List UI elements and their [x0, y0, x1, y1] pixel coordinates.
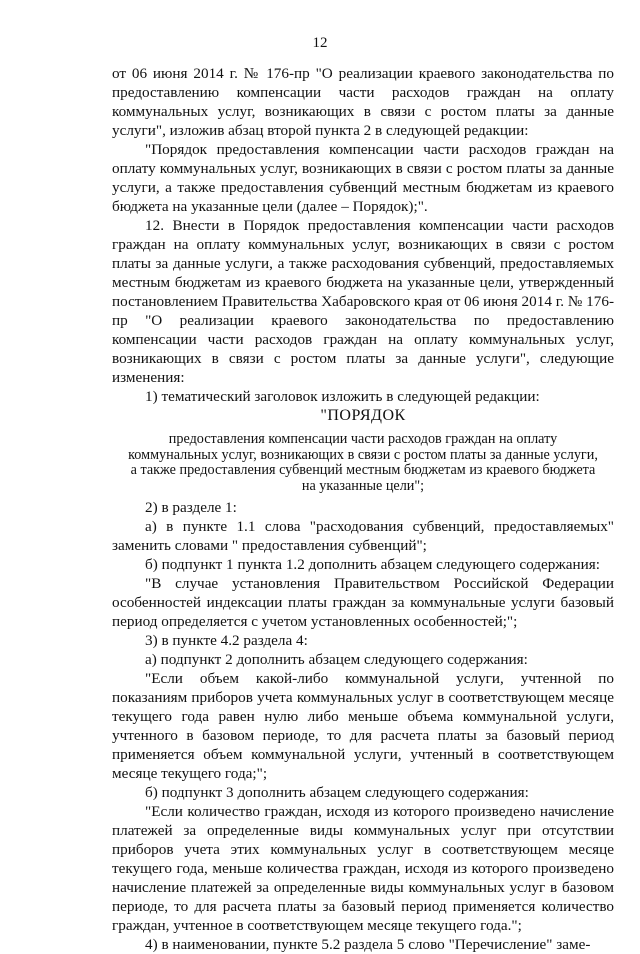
- list-item: а) в пункте 1.1 слова "расходования субвенций, предоставляемых" заменить словами " предоставления субвенций";: [112, 518, 614, 554]
- heading-line: а также предоставления субвенций местным бюджетам из краевого бюджета: [130, 462, 596, 478]
- list-item: 4) в наименовании, пункте 5.2 раздела 5 слово "Перечисление" заме-: [145, 936, 591, 953]
- document-body: [112, 64, 614, 954]
- heading-line: коммунальных услуг, возникающих в связи с ростом платы за данные услуги,: [128, 446, 598, 463]
- list-item: "Если количество граждан, исходя из которого произведено начисление платежей за определенные виды коммунальных услуг при отсутствии приборов учета этих коммунальных услуг в соответствующем месяце текущего года, меньше количества граждан, исходя из которого произведено начисление платежей за определенные виды коммунальных услуг в базовом периоде, то для расчета платы за базовый период применяется количество граждан, учтенное в соответствующем месяце текущего года.";: [112, 803, 614, 934]
- heading-line: на указанные цели";: [301, 477, 425, 494]
- list-item: 2) в разделе 1:: [145, 499, 237, 516]
- paragraph-subitem-1: 1) тематический заголовок изложить в следующей редакции:: [145, 388, 540, 405]
- list-item: 3) в пункте 4.2 раздела 4:: [145, 632, 308, 649]
- list-item: б) подпункт 1 пункта 1.2 дополнить абзацем следующего содержания:: [145, 556, 600, 573]
- list-item: "В случае установления Правительством Российской Федерации особенностей индексации платы граждан за коммунальные услуги базовый период определяется с учетом установленных особенностей;";: [112, 575, 614, 630]
- page-number: 12: [312, 35, 328, 51]
- paragraph-continuation: от 06 июня 2014 г. № 176-пр "О реализации краевого законодательства по предоставлению компенсации части расходов граждан на оплату коммунальных услуг, возникающих в связи с ростом платы за данные услуги", изложив абзац второй пункта 2 в следующей редакции:: [112, 65, 614, 139]
- paragraph-quoted-abzac: "Порядок предоставления компенсации части расходов граждан на оплату коммунальных услуг, возникающих в связи с ростом платы за данные услуги, а также предоставления субвенций местным бюджетам из краевого бюджета на указанные цели (далее – Порядок);".: [112, 141, 614, 215]
- heading-subtitle: [112, 432, 614, 494]
- list-item: б) подпункт 3 дополнить абзацем следующего содержания:: [145, 784, 529, 801]
- list-item: а) подпункт 2 дополнить абзацем следующего содержания:: [145, 651, 528, 668]
- list-item: "Если объем какой-либо коммунальной услуги, учтенной по показаниям приборов учета коммунальных услуг в соответствующем месяце текущего года равен нулю либо меньше объема коммунальной услуги, учтенного в базовом периоде, то для расчета платы за базовый период применяется объем коммунальной услуги, учтенный в соответствующем месяце текущего года;";: [112, 670, 614, 782]
- heading-line: предоставления компенсации части расходов граждан на оплату: [168, 431, 558, 447]
- paragraph-item-12: 12. Внести в Порядок предоставления компенсации части расходов граждан на оплату коммунальных услуг, возникающих в связи с ростом платы за данные услуги, а также расходования субвенций, предоставляемых местным бюджетам из краевого бюджета на указанные цели, утвержденный постановлением Правительства Хабаровского края от 06 июня 2014 г. № 176-пр "О реализации краевого законодательства по предоставлению компенсации части расходов граждан на оплату коммунальных услуг, возникающих в связи с ростом платы за данные услуги", следующие изменения:: [112, 217, 614, 386]
- heading-title: "ПОРЯДОК: [320, 407, 406, 424]
